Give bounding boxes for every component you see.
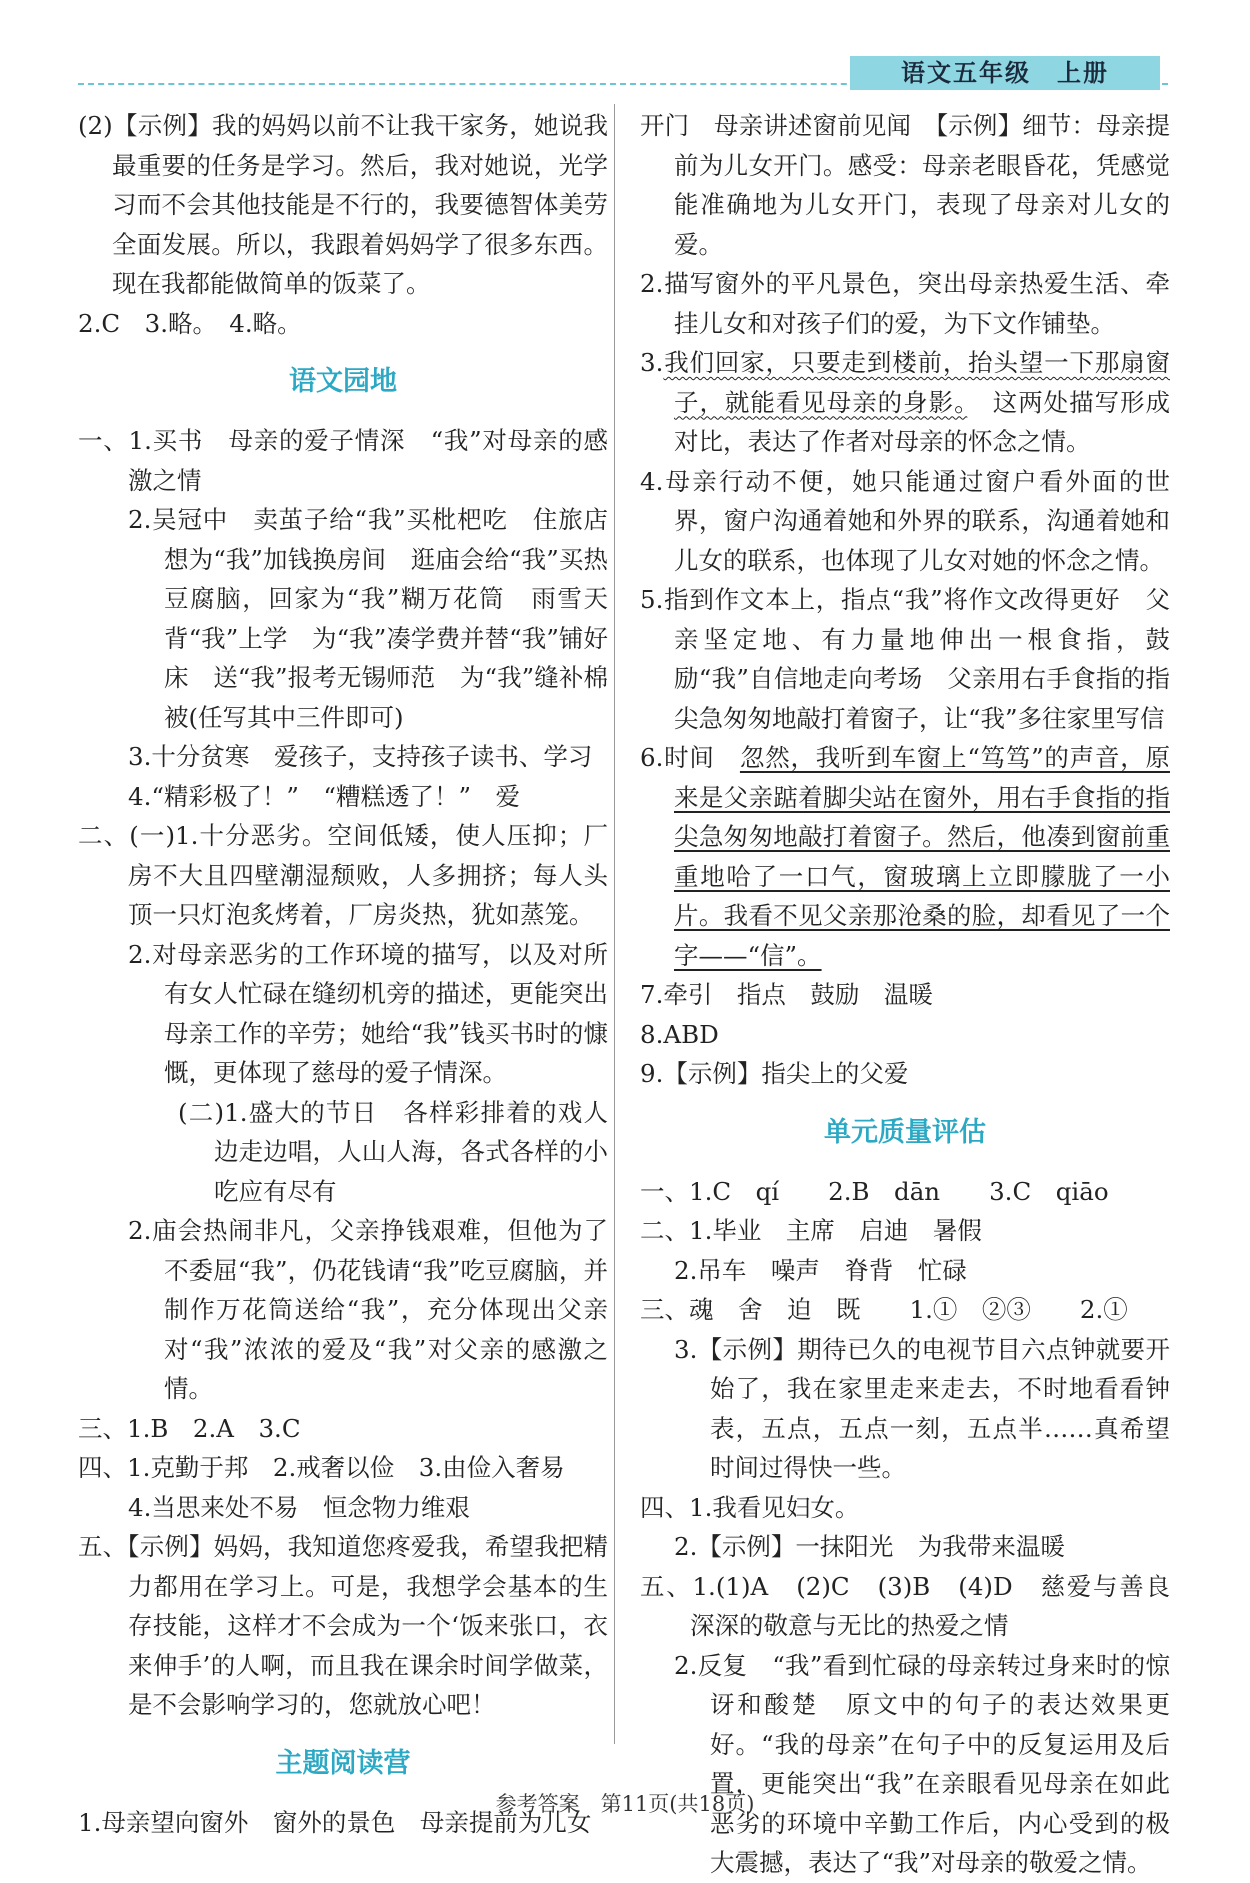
answer-item: (2)【示例】我的妈妈以前不让我干家务，她说我最重要的任务是学习。然后，我对她说，光学习而不会其他技能是不行的，我要德智体美劳全面发展。所以，我跟着妈妈学了很多东西。现在我都能做简单的饭菜了。	[78, 111, 608, 298]
answer-item: 2.【示例】一抹阳光 为我带来温暖	[674, 1532, 1065, 1561]
answer-item: 8.ABD	[640, 1019, 719, 1049]
wavy-underlined-quote: 我们回家，只要走到楼前，抬头望一下那扇窗子，就能看见母亲的身影。	[663, 348, 1170, 417]
section-heading: 语文园地	[289, 366, 397, 397]
answer-item: 五、1.(1)A (2)C (3)B (4)D 慈爱与善良 深深的敬意与无比的热爱之情	[640, 1571, 1195, 1640]
answer-prefix: 3.	[640, 348, 664, 377]
answer-item: 2.反复 “我”看到忙碌的母亲转过身来时的惊讶和酸楚 原文中的句子的表达效果更好。“我的母亲”在句子中的反复运用及后置，更能突出“我”在亲眼看见母亲在如此恶劣的环境中辛勤工作后，内心受到的极大震撼，表达了“我”对母亲的敬爱之情。	[674, 1650, 1170, 1877]
section-heading: 单元质量评估	[824, 1116, 986, 1148]
section-heading: 主题阅读营	[275, 1747, 411, 1779]
answer-item	[640, 738, 1170, 975]
answer-item: 4.母亲行动不便，她只能通过窗户看外面的世界，窗户沟通着她和外界的联系，沟通着她和儿女的联系，也体现了儿女对她的怀念之情。	[640, 466, 1170, 575]
underlined-quote: 忽然，我听到车窗上“笃笃”的声音，原来是父亲踮着脚尖站在窗外，用右手食指的指尖急匆匆地敲打着窗子。然后，他凑到窗前重重地哈了一口气，窗玻璃上立即朦胧了一小片。我看不见父亲那沧桑的脸，却看见了一个字——“信”。	[674, 743, 1170, 970]
answer-item: 2.庙会热闹非凡，父亲挣钱艰难，但他为了不委屈“我”，仍花钱请“我”吃豆腐脑，并制作万花筒送给“我”，充分体现出父亲对“我”浓浓的爱及“我”对父亲的感激之情。	[128, 1216, 608, 1403]
answer-prefix: 6.时间	[640, 743, 740, 772]
answer-item: 2.吊车 噪声 脊背 忙碌	[674, 1255, 967, 1285]
answer-item: 3.【示例】期待已久的电视节目六点钟就要开始了，我在家里走来走去，不时地看看钟表，五点，五点一刻，五点半……真希望时间过得快一些。	[674, 1334, 1170, 1482]
answer-item: 9.【示例】指尖上的父爱	[640, 1059, 909, 1088]
answer-item: 二、1.毕业 主席 启迪 暑假	[640, 1216, 982, 1245]
answer-item: 4.“精彩极了！” “糟糕透了！” 爱	[128, 781, 520, 811]
header-subject-tag: 语文五年级 上册	[850, 56, 1160, 90]
answer-item: 2.描写窗外的平凡景色，突出母亲热爱生活、牵挂儿女和对孩子们的爱，为下文作铺垫。	[640, 269, 1170, 338]
answer-item: 7.牵引 指点 鼓励 温暖	[640, 980, 933, 1009]
answer-item: 2.对母亲恶劣的工作环境的描写，以及对所有女人忙碌在缝纫机旁的描述，更能突出母亲工作的辛劳；她给“我”钱买书时的慷慨，更体现了慈母的爱子情深。	[128, 939, 608, 1087]
answer-item: 3.十分贫寒 爱孩子，支持孩子读书、学习	[128, 742, 593, 771]
answer-item: 一、1.C qí 2.B dān 3.C qiāo	[640, 1176, 1109, 1206]
answer-item: 四、1.克勤于邦 2.戒奢以俭 3.由俭入奢易	[78, 1453, 565, 1482]
page-footer: 参考答案 第11页(共18页)	[495, 1792, 755, 1816]
right-column	[640, 106, 1195, 1883]
answer-item: 一、1.买书 母亲的爱子情深 “我”对母亲的感激之情	[78, 426, 608, 495]
answer-item: 5.指到作文本上，指点“我”将作文改得更好 父亲坚定地、有力量地伸出一根食指，鼓励“我”自信地走向考场 父亲用右手食指的指尖急匆匆地敲打着窗子，让“我”多往家里写信	[640, 585, 1170, 733]
answer-suffix: 这两处描写形成对比，表达了作者对母亲的怀念之情。	[674, 387, 1171, 456]
answer-item: 2.C 3.略。 4.略。	[78, 308, 302, 338]
answer-item: 四、1.我看见妇女。	[640, 1492, 860, 1522]
answer-item: 开门 母亲讲述窗前见闻 【示例】细节：母亲提前为儿女开门。感受：母亲老眼昏花，凭感觉能准确地为儿女开门，表现了母亲对儿女的爱。	[640, 111, 1170, 259]
answer-item: 五、【示例】妈妈，我知道您疼爱我，希望我把精力都用在学习上。可是，我想学会基本的生存技能，这样才不会成为一个‘饭来张口，衣来伸手’的人啊，而且我在课余时间学做菜，是不会影响学习的，您就放心吧！	[78, 1532, 608, 1719]
answer-item: 三、1.B 2.A 3.C	[78, 1413, 301, 1443]
answer-item: 2.吴冠中 卖茧子给“我”买枇杷吃 住旅店想为“我”加钱换房间 逛庙会给“我”买热豆腐脑，回家为“我”糊万花筒 雨雪天背“我”上学 为“我”凑学费并替“我”铺好床 送“我”报考无锡师范 为“我”缝补棉被(任写其中三件即可)	[128, 505, 608, 732]
answer-item: 1.母亲望向窗外 窗外的景色 母亲提前为儿女	[78, 1807, 592, 1837]
answer-item: 二、(一)1.十分恶劣。空间低矮，使人压抑；厂房不大且四壁潮湿颓败，人多拥挤；每人头顶一只灯泡炙烤着，厂房炎热，犹如蒸笼。	[78, 821, 608, 929]
answer-item	[640, 343, 1170, 462]
left-column	[78, 106, 608, 1842]
answer-item: (二)1.盛大的节日 各样彩排着的戏人边走边唱，人山人海，各式各样的小吃应有尽有	[178, 1097, 608, 1206]
answer-item: 4.当思来处不易 恒念物力维艰	[128, 1492, 470, 1522]
answer-item: 三、魂 舍 迫 既 1.① ②③ 2.①	[640, 1295, 1128, 1324]
column-divider	[614, 104, 615, 1744]
